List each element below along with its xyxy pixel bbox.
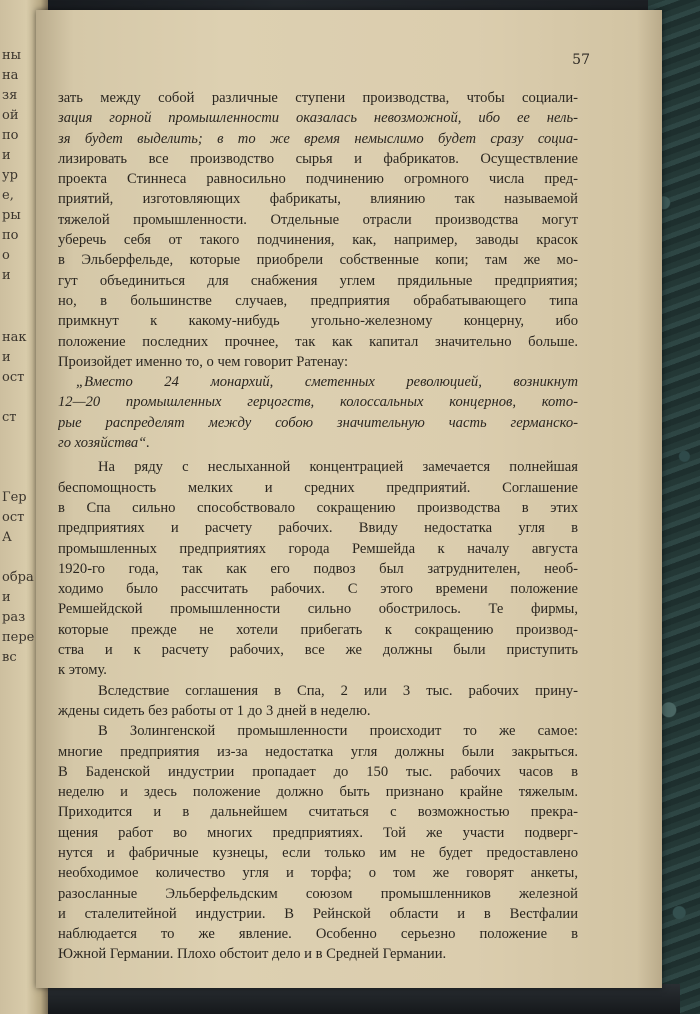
book-board-edge [40,984,680,1014]
text-line: в Эльберфельде, которые приобрели собственные копи; там же мо- [58,252,578,269]
book-page [36,10,662,988]
text-line: щения работ во многих предприятиях. Той же участи подверг- [58,824,578,841]
text-line: предприятиях и расчету рабочих. Ввиду недостатка угля в [58,520,578,537]
left-page-fragment: и [2,590,11,605]
left-page-fragment: ой [2,108,19,123]
text-line: которые прежде не хотели прибегать к сокращению производ- [58,621,578,638]
left-page-fragment: нак [2,330,27,345]
left-page-fragment: и [2,148,11,163]
text-line: зя будет выделить; в то же время немыслимо будет сразу социа- [58,130,578,147]
text-line: Ремшейдской промышленности сильно обострилось. Те фирмы, [58,601,578,618]
text-line: в Спа сильно способствовало сокращению производства в этих [58,499,578,516]
left-page-fragment: о [2,248,10,263]
left-page-fragment: ст [2,410,17,425]
text-line: неделю и здесь положение должно быть признано крайне тяжелым. [58,784,578,801]
quote-line: 12—20 промышленных герцогств, колоссальных концернов, кото- [58,394,578,411]
quote-line: го хозяйства“. [58,435,150,452]
left-page-fragment: ур [2,168,18,183]
left-page-fragment: по [2,228,19,243]
text-line: разосланные Эльберфельдским союзом промышленников железной [58,885,578,902]
text-line: к этому. [58,662,107,679]
text-line: беспомощность мелких и средних предприятий. Соглашение [58,479,578,496]
text-line: Произойдет именно то, о чем говорит Ратенау: [58,353,349,370]
text-line: 1920-го года, так как его подвоз был затруднителен, необ- [58,560,578,577]
page-number: 57 [572,52,590,68]
text-line: наблюдается то же явление. Особенно серьезно положение в [58,926,578,943]
left-page-fragment: раз [2,610,26,625]
left-page-fragment: е, [2,188,14,203]
text-line: ходимо было рассчитать рабочих. С этого времени положение [58,581,578,598]
left-page-fragment: Гер [2,490,27,505]
text-line: В Баденской индустрии пропадает до 150 тыс. рабочих часов в [58,763,578,780]
text-line: но, в большинстве случаев, предприятия обрабатывающего типа [58,292,578,309]
left-page-fragment: вс [2,650,17,665]
text-line: промышленных предприятиях города Ремшейда к началу августа [58,540,578,557]
text-line: положение последних прочнее, так как капитал значительно больше. [58,333,578,350]
quote-line: рые распределят между собою значительную часть германско- [58,414,578,431]
text-line: проекта Стиннеса равносильно подчинению огромного числа пред- [58,171,578,188]
text-line: гут объединиться для снабжения углем прядильные предприятия; [58,272,578,289]
left-page-fragment: и [2,268,11,283]
text-line: Южной Германии. Плохо обстоит дело и в Средней Германии. [58,946,447,963]
text-line: необходимое количество угля и торфа; о том же говорят анкеты, [58,865,578,882]
text-line: приятий, изготовляющих фабрикаты, влиянию так называемой [58,191,578,208]
text-line: примкнут к какому-нибудь угольно-железному концерну, ибо [58,313,578,330]
left-page-fragment: на [2,68,19,83]
text-line: многие предприятия из-за недостатка угля должны были закрыться. [58,743,578,760]
text-line: Приходится и в дальнейшем считаться с возможностью прекра- [58,804,578,821]
left-page-fragment: А [2,530,12,545]
text-line: уберечь себя от такого подчинения, как, например, заводы красок [58,232,578,249]
text-line: В Золингенской промышленности происходит то же самое: [98,723,578,740]
left-page-fragment: пере [2,630,35,645]
body-text [58,88,578,965]
quote-line: „Вместо 24 монархий, сметенных революцией, возникнут [76,374,578,391]
left-page-fragment: ост [2,370,25,385]
left-page-fragment: и [2,350,11,365]
left-page-fragment: ры [2,208,21,223]
left-page-fragment: зя [2,88,18,103]
text-line: тяжелой промышленности. Отдельные отрасли производства могут [58,211,578,228]
left-page-fragment: ны [2,48,22,63]
left-page-fragment: ост [2,510,25,525]
text-line: На ряду с неслыханной концентрацией замечается полнейшая [98,459,578,476]
text-line: Вследствие соглашения в Спа, 2 или 3 тыс. рабочих прину- [98,682,578,699]
left-page-fragment: по [2,128,19,143]
text-line: лизировать все производство сырья и фабрикатов. Осуществление [58,150,578,167]
text-line: и сталелитейной индустрии. В Рейнской области и в Вестфалии [58,905,578,922]
left-page-fragment: обра [2,570,34,585]
text-line: зация горной промышленности оказалась невозможной, ибо ее нель- [58,110,578,127]
text-line: зать между собой различные ступени производства, чтобы социали- [58,90,578,106]
text-line: ства и к расчету рабочих, все же должны были приступить [58,642,578,659]
text-line: нутся и фабричные кузнецы, если только им не будет предоставлено [58,844,578,861]
text-line: ждены сидеть без работы от 1 до 3 дней в неделю. [58,702,371,719]
